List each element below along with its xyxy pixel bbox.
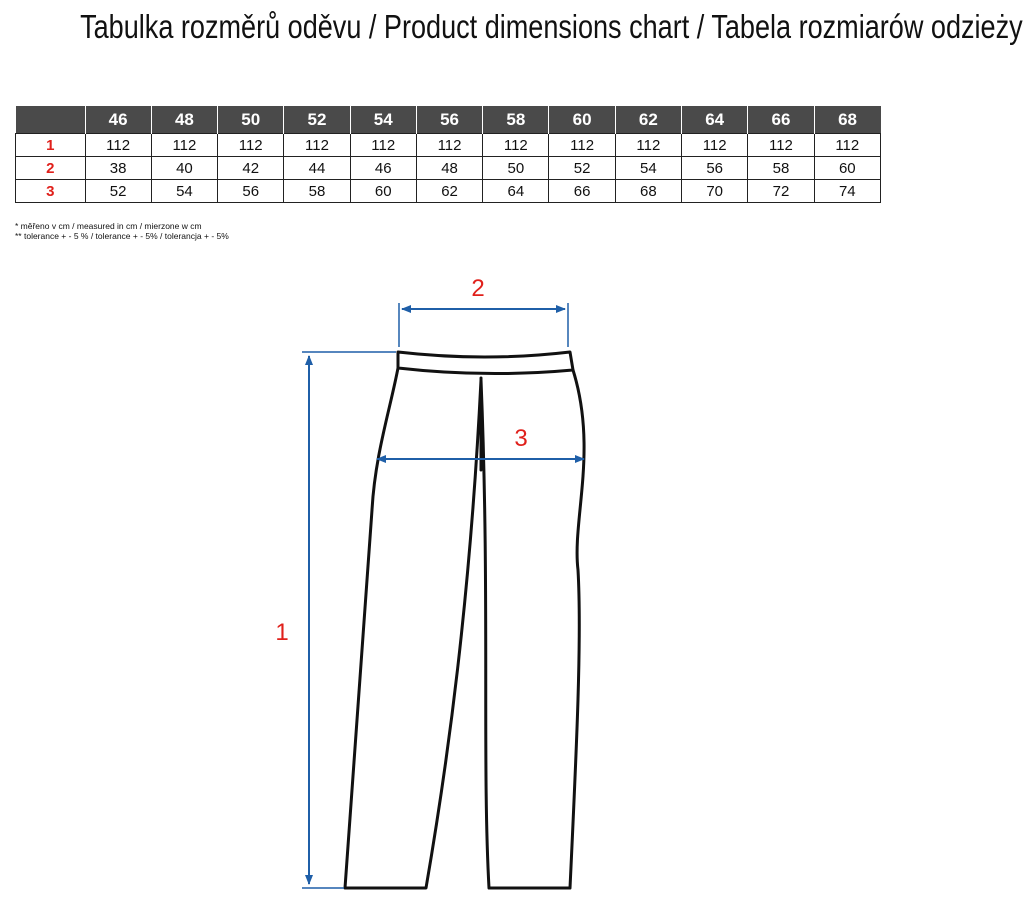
table-cell: 112	[748, 134, 814, 157]
table-cell: 62	[416, 180, 482, 203]
table-cell: 58	[748, 157, 814, 180]
table-cell: 66	[549, 180, 615, 203]
pants-body	[345, 368, 584, 888]
page-title: Tabulka rozměrů oděvu / Product dimensions chart / Tabela rozmiarów odzieży	[80, 8, 1023, 45]
table-cell: 70	[682, 180, 748, 203]
table-cell: 112	[549, 134, 615, 157]
table-cell: 46	[350, 157, 416, 180]
table-cell: 56	[218, 180, 284, 203]
table-cell: 38	[85, 157, 151, 180]
row-label: 2	[16, 157, 86, 180]
pants-outline	[345, 352, 584, 888]
table-cell: 112	[151, 134, 217, 157]
table-cell: 112	[814, 134, 880, 157]
table-cell: 48	[416, 157, 482, 180]
table-cell: 60	[814, 157, 880, 180]
table-cell: 60	[350, 180, 416, 203]
table-cell: 74	[814, 180, 880, 203]
size-header-50: 50	[218, 106, 284, 134]
hip-label: 3	[514, 425, 528, 452]
table-cell: 112	[284, 134, 350, 157]
table-cell: 52	[85, 180, 151, 203]
size-header-48: 48	[151, 106, 217, 134]
size-header-56: 56	[416, 106, 482, 134]
table-cell: 64	[483, 180, 549, 203]
size-header-64: 64	[682, 106, 748, 134]
tolerance-note: ** tolerance + - 5 % / tolerance + - 5% / tolerancja + - 5%	[15, 231, 229, 241]
size-header-58: 58	[483, 106, 549, 134]
table-cell: 112	[682, 134, 748, 157]
waist-dimension	[399, 275, 568, 347]
table-cell: 52	[549, 157, 615, 180]
table-cell: 112	[218, 134, 284, 157]
size-header-54: 54	[350, 106, 416, 134]
size-header-52: 52	[284, 106, 350, 134]
length-label: 1	[275, 619, 289, 646]
row-label: 3	[16, 180, 86, 203]
length-dimension	[275, 352, 396, 888]
table-cell: 40	[151, 157, 217, 180]
table-cell: 72	[748, 180, 814, 203]
table-cell: 50	[483, 157, 549, 180]
table-cell: 112	[350, 134, 416, 157]
table-cell: 68	[615, 180, 681, 203]
table-cell: 54	[615, 157, 681, 180]
size-header-60: 60	[549, 106, 615, 134]
size-header-46: 46	[85, 106, 151, 134]
table-cell: 112	[615, 134, 681, 157]
size-header-62: 62	[615, 106, 681, 134]
table-cell: 112	[416, 134, 482, 157]
measured-note: * měřeno v cm / measured in cm / mierzone w cm	[15, 221, 202, 231]
size-header-66: 66	[748, 106, 814, 134]
table-cell: 54	[151, 180, 217, 203]
table-cell: 44	[284, 157, 350, 180]
size-header-68: 68	[814, 106, 880, 134]
table-cell: 56	[682, 157, 748, 180]
waist-label: 2	[471, 275, 485, 302]
waistband	[398, 352, 573, 374]
row-label: 1	[16, 134, 86, 157]
table-cell: 42	[218, 157, 284, 180]
table-cell: 58	[284, 180, 350, 203]
table-cell: 112	[483, 134, 549, 157]
table-cell: 112	[85, 134, 151, 157]
